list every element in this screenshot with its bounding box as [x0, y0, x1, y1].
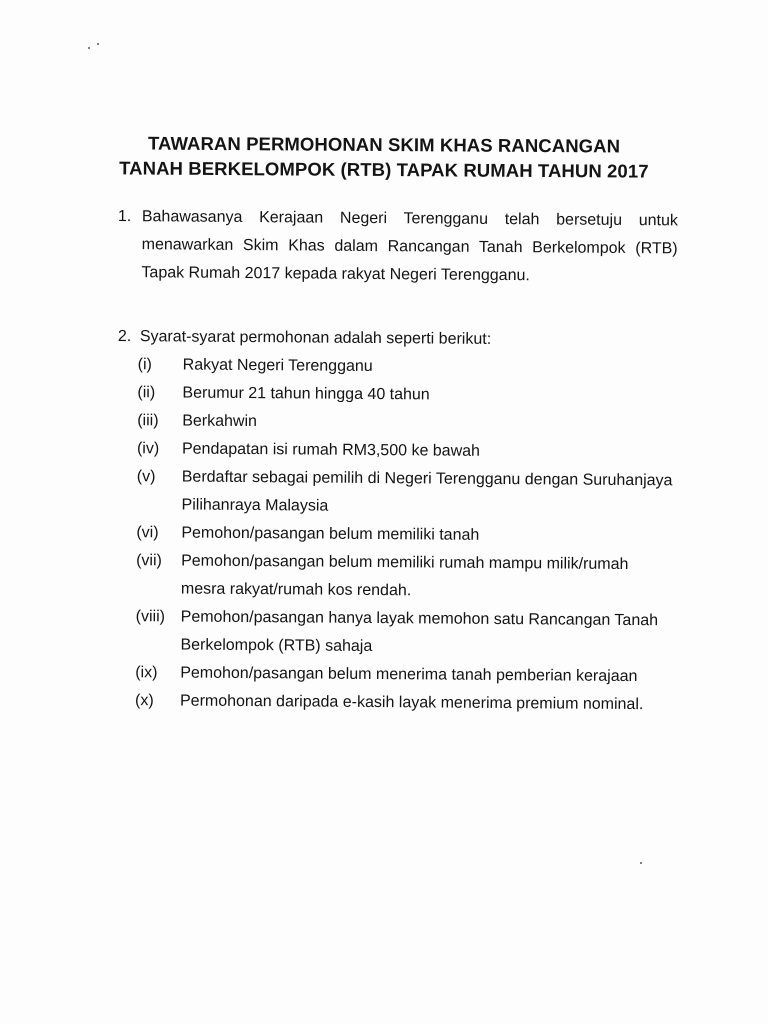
scan-speck [640, 862, 642, 864]
requirements-list [115, 351, 678, 719]
title-line-2: TANAH BERKELOMPOK (RTB) TAPAK RUMAH TAHUN 2017 [119, 157, 649, 182]
list-item-text: Pemohon/pasangan hanya layak memohon satu Rancangan Tanah Berkelompok (RTB) sahaja [180, 608, 659, 656]
list-item-numeral: (v) [136, 468, 156, 486]
list-item-numeral: (ii) [137, 384, 156, 402]
section-2-lead: Syarat-syarat permohonan adalah seperti berikut: [139, 328, 492, 348]
title-line-1: TAWARAN PERMOHONAN SKIM KHAS RANCANGAN [147, 132, 621, 157]
section-1 [117, 203, 678, 291]
list-item [115, 659, 675, 691]
list-item-text: Permohonan daripada e-kasih layak menerima premium nominal. [179, 692, 644, 714]
list-item-text: Berumur 21 tahun hingga 40 tahun [182, 384, 430, 404]
section-2-number: 2. [117, 327, 132, 346]
list-item [117, 435, 677, 467]
list-item-text: Berdaftar sebagai pemilih di Negeri Terengganu dengan Suruhanjaya Pilihanraya Malaysia [181, 468, 673, 515]
scan-speck [88, 47, 90, 49]
list-item [118, 351, 678, 383]
scan-speck [97, 43, 99, 45]
list-item-numeral: (iv) [136, 440, 160, 458]
list-item-numeral: (vii) [136, 552, 162, 570]
list-item-numeral: (viii) [135, 608, 166, 626]
section-2 [115, 323, 678, 719]
list-item-numeral: (iii) [137, 412, 159, 430]
list-item [117, 407, 677, 439]
list-item-text: Rakyat Negeri Terengganu [182, 356, 373, 376]
section-1-paragraph: Bahawasanya Kerajaan Negeri Terengganu telah bersetuju untuk menawarkan Skim Khas dalam Rancangan Tanah Berkelompok (RTB) Tapak Rumah 2017 kepada rakyat Negeri Terengganu. [141, 208, 678, 285]
list-item-text: Pemohon/pasangan belum memiliki tanah [181, 524, 480, 544]
list-item-numeral: (ix) [135, 664, 158, 682]
list-item-text: Pemohon/pasangan belum memiliki rumah mampu milik/rumah mesra rakyat/rumah kos rendah. [180, 552, 629, 600]
list-item-numeral: (vi) [136, 524, 159, 542]
list-item-text: Berkahwin [182, 412, 257, 431]
list-item [116, 519, 676, 551]
section-1-number: 1. [117, 207, 132, 226]
list-item-text: Pemohon/pasangan belum menerima tanah pemberian kerajaan [180, 664, 638, 686]
list-item-numeral: (x) [134, 692, 154, 710]
document-title [0, 130, 768, 185]
list-item [116, 463, 676, 523]
list-item-numeral: (i) [137, 356, 152, 374]
list-item [115, 603, 675, 663]
list-item [115, 687, 675, 719]
list-item-text: Pendapatan isi rumah RM3,500 ke bawah [181, 440, 481, 460]
list-item [116, 547, 676, 607]
list-item [117, 379, 677, 411]
